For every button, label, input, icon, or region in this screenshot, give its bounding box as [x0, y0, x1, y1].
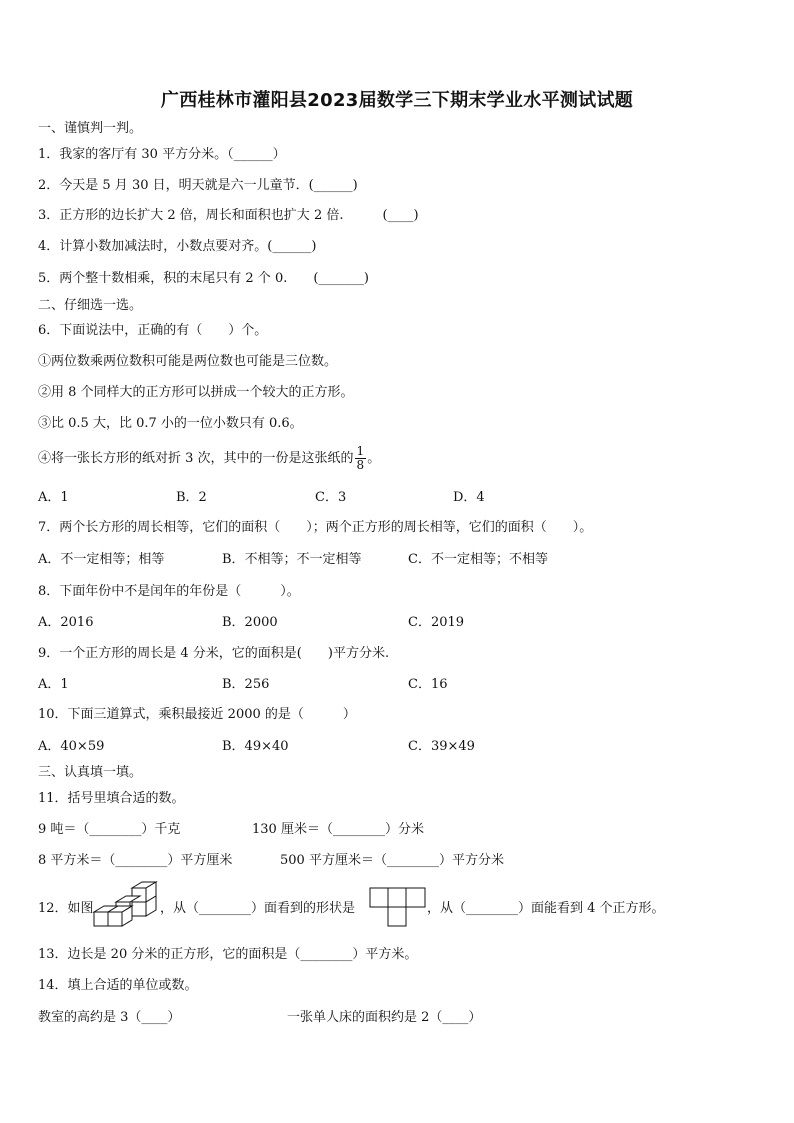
q7-option-c: C．不一定相等；不相等 — [408, 552, 548, 567]
statement-4-text: ④将一张长方形的纸对折 3 次，其中的一份是这张纸的 — [38, 451, 354, 466]
cube-stack-figure — [92, 880, 160, 932]
question-14: 14．填上合适的单位或数。 — [38, 978, 198, 993]
q11-blank-c: 8 平方米＝（________）平方厘米 — [38, 853, 233, 868]
question-1: 1．我家的客厅有 30 平方分米。（______） — [38, 147, 286, 162]
question-12-middle: ，从（________）面看到的形状是 — [160, 901, 356, 916]
statement-4-end: 。 — [367, 451, 381, 466]
section-1-heading: 一、谨慎判一判。 — [38, 121, 143, 136]
question-6-statement-4 — [38, 444, 380, 474]
q9-option-c: C．16 — [408, 677, 448, 692]
question-12-start: 12．如图 — [38, 901, 94, 916]
q14-blank-a: 教室的高约是 3（____） — [38, 1010, 181, 1025]
question-3: 3．正方形的边长扩大 2 倍，周长和面积也扩大 2 倍. (____) — [38, 208, 419, 223]
question-4: 4．计算小数加减法时，小数点要对齐。(______) — [38, 239, 317, 254]
q14-blank-b: 一张单人床的面积约是 2（____） — [287, 1010, 482, 1025]
section-2-heading: 二、仔细选一选。 — [38, 298, 143, 313]
q11-blank-d: 500 平方厘米＝（________）平方分米 — [280, 853, 504, 868]
question-9: 9．一个正方形的周长是 4 分米，它的面积是( )平方分米. — [38, 646, 390, 661]
question-8: 8．下面年份中不是闰年的年份是（ ）。 — [38, 584, 300, 599]
q10-option-c: C．39×49 — [408, 739, 475, 754]
q8-option-c: C．2019 — [408, 615, 465, 630]
q10-option-b: B．49×40 — [222, 739, 289, 754]
fraction — [355, 445, 367, 472]
question-12-end: ，从（________）面能看到 4 个正方形。 — [427, 901, 665, 916]
q6-option-a: A．1 — [38, 490, 69, 505]
question-6-statement-3: ③比 0.5 大，比 0.7 小的一位小数只有 0.6。 — [38, 416, 303, 431]
q9-option-a: A．1 — [38, 677, 69, 692]
fraction-numerator: 1 — [356, 444, 365, 458]
q6-option-b: B．2 — [176, 490, 207, 505]
question-6-statement-1: ①两位数乘两位数积可能是两位数也可能是三位数。 — [38, 354, 338, 369]
question-13: 13．边长是 20 分米的正方形，它的面积是（________）平方米。 — [38, 947, 418, 962]
q6-option-c: C．3 — [315, 490, 347, 505]
q8-option-a: A．2016 — [38, 615, 94, 630]
question-6: 6．下面说法中，正确的有（ ）个。 — [38, 323, 268, 338]
page-title: 广西桂林市灌阳县2023届数学三下期末学业水平测试试题 — [160, 90, 634, 111]
q8-option-b: B．2000 — [222, 615, 278, 630]
fraction-denominator: 8 — [356, 458, 365, 472]
q6-option-d: D．4 — [453, 490, 485, 505]
q7-option-b: B．不相等；不一定相等 — [222, 552, 362, 567]
question-5: 5．两个整十数相乘，积的末尾只有 2 个 0. (_______) — [38, 271, 369, 286]
q11-blank-a: 9 吨＝（________）千克 — [38, 822, 181, 837]
question-6-statement-2: ②用 8 个同样大的正方形可以拼成一个较大的正方形。 — [38, 385, 354, 400]
q9-option-b: B．256 — [222, 677, 270, 692]
question-7: 7．两个长方形的周长相等，它们的面积（ ）；两个正方形的周长相等，它们的面积（ ）。 — [38, 520, 593, 535]
question-2: 2．今天是 5 月 30 日，明天就是六一儿童节．(______) — [38, 178, 358, 193]
section-3-heading: 三、认真填一填。 — [38, 765, 143, 780]
question-10: 10．下面三道算式，乘积最接近 2000 的是（ ） — [38, 707, 356, 722]
q7-option-a: A．不一定相等；相等 — [38, 552, 165, 567]
q11-blank-b: 130 厘米＝（________）分米 — [252, 822, 424, 837]
view-shape-figure — [369, 887, 427, 927]
question-11: 11．括号里填合适的数。 — [38, 791, 185, 806]
q10-option-a: A．40×59 — [38, 739, 105, 754]
